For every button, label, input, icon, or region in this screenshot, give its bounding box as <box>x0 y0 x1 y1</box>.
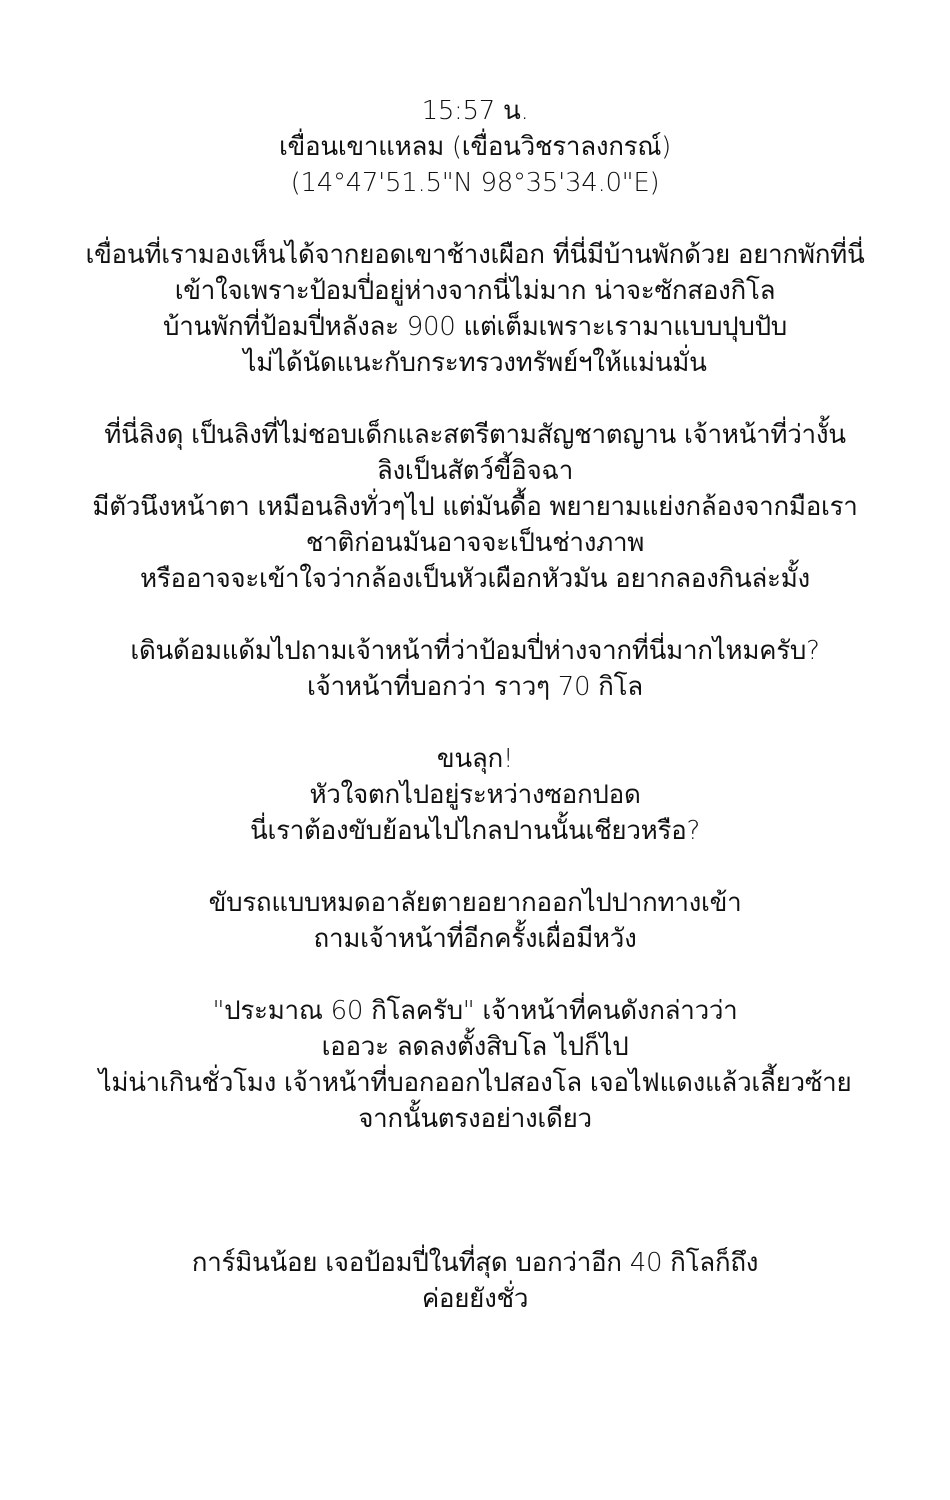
text-line: ชาติก่อนมันอาจจะเป็นช่างภาพ <box>305 528 645 558</box>
spacer <box>0 381 950 417</box>
paragraph-3 <box>0 633 950 705</box>
text-line: มีตัวนึงหน้าตา เหมือนลิงทั่วๆไป แต่มันดื้อ พยายามแย่งกล้องจากมือเรา <box>92 492 858 522</box>
text-line: ถามเจ้าหน้าที่อีกครั้งเผื่อมีหวัง <box>313 924 637 954</box>
paragraph-5 <box>0 885 950 957</box>
place-name: เขื่อนเขาแหลม (เขื่อนวิชราลงกรณ์) <box>278 132 672 162</box>
text-line: เดินด้อมแด้มไปถามเจ้าหน้าที่ว่าป้อมปี่ห่างจากที่นี่มากไหมครับ? <box>130 636 820 666</box>
paragraph-2 <box>0 417 950 597</box>
text-line: บ้านพักที่ป้อมปี่หลังละ 900 แต่เต็มเพราะเรามาแบบปุบปับ <box>163 312 787 342</box>
spacer <box>0 957 950 993</box>
text-line: หรืออาจจะเข้าใจว่ากล้องเป็นหัวเผือกหัวมัน อยากลองกินล่ะมั้ง <box>140 564 810 594</box>
text-line: การ์มินน้อย เจอป้อมปี่ในที่สุด บอกว่าอีก 40 กิโลก็ถึง <box>191 1248 759 1278</box>
text-line: ค่อยยังชั่ว <box>421 1284 529 1314</box>
spacer <box>0 597 950 633</box>
paragraph-1 <box>0 237 950 381</box>
text-line: "ประมาณ 60 กิโลครับ" เจ้าหน้าที่คนดังกล่าวว่า <box>212 996 738 1026</box>
text-line: เจ้าหน้าที่บอกว่า ราวๆ 70 กิโล <box>307 672 643 702</box>
paragraph-4 <box>0 741 950 849</box>
spacer <box>0 705 950 741</box>
spacer <box>0 1137 950 1245</box>
text-line: ขับรถแบบหมดอาลัยตายอยากออกไปปากทางเข้า <box>208 888 742 918</box>
time-stamp: 15:57 น. <box>421 96 529 126</box>
text-line: จากนั้นตรงอย่างเดียว <box>358 1104 592 1134</box>
text-line: เขื่อนที่เรามองเห็นได้จากยอดเขาช้างเผือก ที่นี่มีบ้านพักด้วย อยากพักที่นี่ <box>85 240 865 270</box>
text-line: เข้าใจเพราะป้อมปี่อยู่ห่างจากนี่ไม่มาก น่าจะซักสองกิโล <box>174 276 776 306</box>
text-line: หัวใจตกไปอยู่ระหว่างซอกปอด <box>309 780 641 810</box>
ending-paragraph <box>0 1245 950 1317</box>
text-line: นี่เราต้องขับย้อนไปไกลปานนั้นเชียวหรือ? <box>250 816 700 846</box>
text-line: ลิงเป็นสัตว์ขี้อิจฉา <box>376 456 574 486</box>
text-line: ไม่น่าเกินชั่วโมง เจ้าหน้าที่บอกออกไปสองโล เจอไฟแดงแล้วเลี้ยวซ้าย <box>98 1068 852 1098</box>
document-body <box>0 93 950 1317</box>
text-line: ไม่ได้นัดแนะกับกระทรวงทรัพย์ฯให้แม่นมั่น <box>243 348 707 378</box>
text-line: เออวะ ลดลงตั้งสิบโล ไปก็ไป <box>321 1032 629 1062</box>
text-line: ที่นี่ลิงดุ เป็นลิงที่ไม่ชอบเด็กและสตรีตามสัญชาตญาน เจ้าหน้าที่ว่างั้น <box>104 420 846 450</box>
header-block <box>0 93 950 201</box>
text-line: ขนลุก! <box>436 744 514 774</box>
coordinates: (14°47'51.5"N 98°35'34.0"E) <box>290 168 660 198</box>
spacer <box>0 201 950 237</box>
spacer <box>0 849 950 885</box>
paragraph-6 <box>0 993 950 1137</box>
